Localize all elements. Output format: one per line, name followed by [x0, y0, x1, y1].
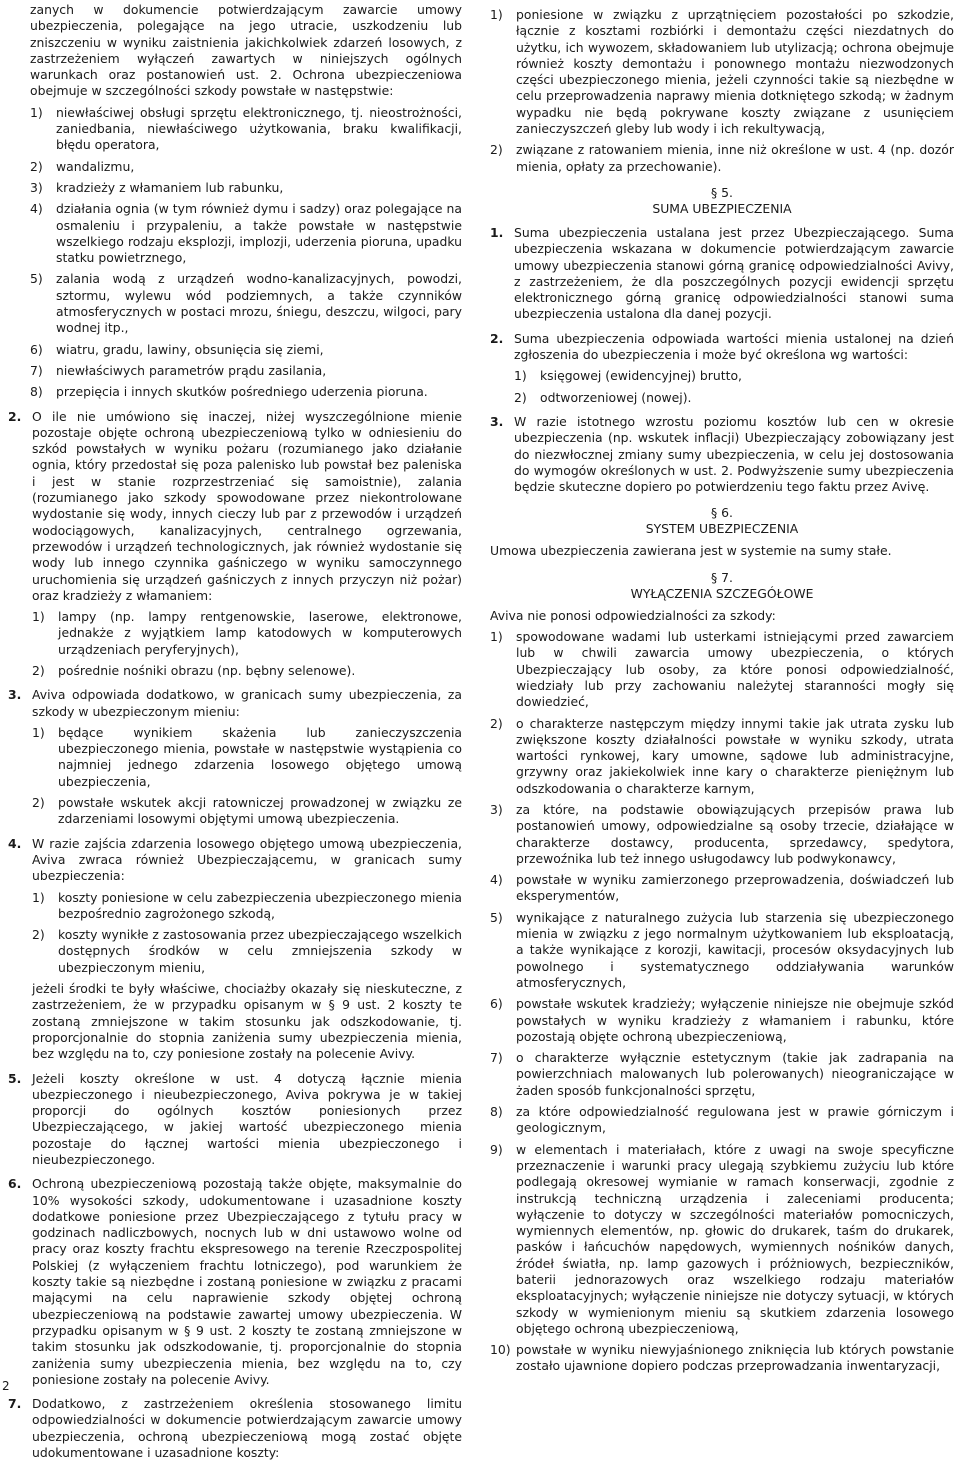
- list-item-text: powstałe wskutek akcji ratowniczej prowadzonej w związku ze zdarzeniami losowymi objętymi umową ubezpieczenia.: [58, 795, 462, 827]
- point-number: 3.: [8, 687, 22, 703]
- list-item-number: 4): [30, 201, 43, 217]
- list-item: [30, 159, 462, 175]
- point-4: [8, 836, 462, 1063]
- list-item-number: 7): [30, 362, 43, 378]
- intro-items-list: [8, 105, 462, 401]
- list-item-text: spowodowane wadami lub usterkami istniejącymi przed zawarciem lub w chwili zawarcia umowy ubezpieczenia, o których Ubezpieczający lub osoby, za które ponosi odpowiedzialność, wiedziały lub przy zachowaniu należytej staranności mogły się dowiedzieć,: [516, 629, 954, 710]
- list-item-number: 7): [490, 1050, 503, 1066]
- point-number: 6.: [8, 1176, 22, 1192]
- section-mark: § 5.: [711, 184, 733, 200]
- list-item-text: wandalizmu,: [56, 158, 135, 174]
- list-item-number: 4): [490, 872, 503, 888]
- intro-paragraph: zanych w dokumencie potwierdzającym zawarcie umowy ubezpieczenia, polegające na jego utracie, uszkodzeniu lub zniszczeniu w wyniku zaistnienia jakichkolwiek zdarzeń losowych, z zastrzeżeniem wyłączeń zawartych w niniejszych ogólnych warunkach oraz postanowień ust. 2. Ochrona ubezpieczeniowa obejmuje w szczególności szkody powstałe w następstwie:: [30, 2, 462, 99]
- point-number: 5.: [8, 1070, 22, 1086]
- list-item-number: 2): [490, 142, 503, 158]
- section-title: SUMA UBEZPIECZENIA: [652, 200, 792, 216]
- list-item-text: związane z ratowaniem mienia, inne niż określone w ust. 4 (np. dozór mienia, opłaty za przechowanie).: [516, 142, 954, 174]
- list-item: [30, 384, 462, 400]
- section-5-heading: [490, 185, 954, 217]
- list-item-number: 6): [30, 341, 43, 357]
- point-2-items: [32, 609, 462, 679]
- point-text: Aviva odpowiada dodatkowo, w granicach sumy ubezpieczenia, za szkody w ubezpieczonym mieniu:: [32, 687, 462, 719]
- point-text: W razie istotnego wzrostu poziomu kosztów lub cen w okresie ubezpieczenia (np. wskutek inflacji) Ubezpieczający zobowiązany jest do niezwłocznej zmiany sumy ubezpieczenia, w celu jej dostosowania do wymogów określonych w ust. 2. Podwyższenie sumy ubezpieczenia będzie skuteczne dopiero po potwierdzeniu tego faktu przez Avivę.: [514, 413, 954, 495]
- list-item-number: 1): [30, 104, 43, 120]
- list-item: [490, 1342, 954, 1375]
- point-number: 7.: [8, 1396, 22, 1412]
- list-item: [490, 996, 954, 1045]
- list-item-number: 1): [490, 7, 503, 22]
- list-item-text: wiatru, gradu, lawiny, obsunięcia się ziemi,: [56, 341, 324, 357]
- list-item-text: za które, na podstawie obowiązujących przepisów prawa lub postanowień umowy, odpowiedzialne są osoby trzecie, działające w charakterze dostawcy, producenta, sprzedawcy, spedytora, przewoźnika lub też innego usługodawcy lub podwykonawcy,: [516, 801, 954, 866]
- list-item-number: 5): [30, 271, 43, 287]
- list-item: [30, 105, 462, 154]
- list-item-number: 1): [32, 609, 45, 625]
- list-item: [514, 368, 954, 384]
- list-item-text: w elementach i materiałach, które z uwagi na swoje specyficzne przeznaczenie i warunki pracy ulegają szybkiemu zużyciu lub które podlegają okresowej wymianie w ramach konserwacji, zgodnie z instrukcją techniczną urządzenia i zaleceniami producenta; wyłączenie to dotyczy w szczególności materiałów pomocniczych, wymiennych elementów, np. głowic do drukarek, taśm do drukarek, pasków i łańcuchów napędowych, wymiennych nośników danych, źródeł światła, np. lamp gazowych i próżniowych, bezpieczników, baterii jednorazowych oraz wszelkiego rodzaju materiałów eksploatacyjnych; wyłączenie niniejsze nie dotyczy sytuacji, w których szkody w wymienionym mieniu są skutkiem zdarzenia losowego objętego ochroną ubezpieczeniową,: [516, 1141, 954, 1336]
- list-item-text: niewłaściwej obsługi sprzętu elektronicznego, tj. nieostrożności, zaniedbania, niewłaściwego użytkowania, braku kwalifikacji, błędu operatora,: [56, 104, 462, 153]
- point-number: 2.: [8, 408, 22, 424]
- list-item-text: wynikające z naturalnego zużycia lub starzenia się ubezpieczonego mienia w związku z jego normalnym użytkowaniem lub eksploatacją, a także wynikające z korozji, kawitacji, procesów oksydacyjnych lub powolnego i systematycznego oddziaływania warunków atmosferycznych,: [516, 909, 954, 990]
- list-item-number: 2): [30, 158, 43, 174]
- list-item-number: 1): [32, 724, 45, 740]
- list-item-text: o charakterze następczym między innymi takie jak utrata zysku lub zwiększone koszty działalności powstałe w wyniku szkody, utrata wartości rynkowej, kary umowne, sądowe lub administracyjne, grzywny oraz jakiekolwiek inne kary o charakterze pieniężnym lub odszkodowania o charakterze karnym,: [516, 715, 954, 796]
- list-item-text: niewłaściwych parametrów prądu zasilania,: [56, 362, 327, 378]
- list-item: [30, 180, 462, 196]
- left-column: [8, 2, 462, 1461]
- point-text: Jeżeli koszty określone w ust. 4 dotyczą łącznie mienia ubezpieczonego i nieubezpieczonego, Aviva pokrywa je w takiej proporcji do ogólnych kosztów poniesionych przez Ubezpieczającego, w jakiej wartość ubezpieczonego mienia pozostaje do łącznej wartości mienia ubezpieczonego i nieubezpieczonego.: [32, 1070, 462, 1167]
- list-item-text: poniesione w związku z uprzątnięciem pozostałości po szkodzie, łącznie z kosztami rozbiórki i demontażu części niezdatnych do użytku, ich wywozem, składowaniem lub utylizacją; ochrona obejmuje również koszty demontażu i ponownego montażu niezwodzonych części ubezpieczonego mienia, jeżeli czynności takie są niezbędne w celu przeprowadzenia naprawy mienia dotkniętego szkodą; w żadnym wypadku nie będą pokrywane koszty związane z usunięciem zanieczyszczeń gleby lub wody i ich rekultywacją,: [516, 7, 954, 137]
- list-item: [490, 1104, 954, 1137]
- section-mark: § 6.: [711, 505, 733, 521]
- list-item-number: 1): [490, 629, 503, 645]
- list-item: [490, 142, 954, 175]
- s5-point-3: [490, 414, 954, 495]
- point-continuation: jeżeli środki te były właściwe, chociażby okazały się nieskuteczne, z zastrzeżeniem, że w przypadku opisanym w § 9 ust. 2 koszty te zostaną zmniejszone w takim stosunku jak odszkodowanie, tj. proporcjonalnie do stopnia zaniżenia sumy ubezpieczenia mienia, bez względu na to, czy poniesione zostały na polecenie Avivy.: [32, 981, 462, 1062]
- list-item-text: przepięcia i innych skutków pośredniego uderzenia pioruna.: [56, 384, 428, 400]
- point-text: Suma ubezpieczenia odpowiada wartości mienia ustalonej na dzień zgłoszenia do ubezpieczenia i może być określona wg wartości:: [514, 330, 954, 363]
- list-item-text: powstałe wskutek kradzieży; wyłączenie niniejsze nie obejmuje szkód powstałych w wyniku kradzieży z włamaniem i rabunku, które pozostają objęte ochroną ubezpieczeniową,: [516, 996, 954, 1044]
- list-item-number: 1): [32, 889, 45, 905]
- point-text: Ochroną ubezpieczeniową pozostają także objęte, maksymalnie do 10% wysokości szkody, udokumentowane i uzasadnione koszty dodatkowe poniesione przez Ubezpieczającego z tytułu pracy w godzinach nadliczbowych, nocnych lub w dni ustawowo wolne od pracy oraz koszty frachtu ekspresowego na terenie Rzeczpospolitej Polskiej (z wyłączeniem frachtu lotniczego), pod warunkiem że koszty takie są niezbędne i zostaną poniesione w związku z pracami mającymi na celu naprawienie szkody objętej ochroną ubezpieczeniową na podstawie zawartej umowy ubezpieczenia. W przypadku opisanym w § 9 ust. 2 koszty te zostaną zmniejszone w takim stosunku jak odszkodowanie, tj. proporcjonalnie do stopnia zaniżenia sumy ubezpieczenia mienia, bez względu na to, czy poniesione zostały na polecenie Avivy.: [32, 1176, 462, 1387]
- list-item-number: 1): [514, 368, 527, 384]
- point-number: 1.: [490, 224, 504, 240]
- list-item-number: 8): [490, 1104, 503, 1120]
- s5-point-2-items: [514, 368, 954, 406]
- list-item: [490, 716, 954, 797]
- list-item: [30, 201, 462, 266]
- list-item-text: koszty wynikłe z zastosowania przez ubezpieczającego wszelkich dostępnych środków w celu zmniejszenia szkody w ubezpieczonym mieniu,: [58, 927, 462, 975]
- list-item: [32, 663, 462, 679]
- list-item-text: odtworzeniowej (nowej).: [540, 389, 692, 405]
- list-item-text: lampy (np. lampy rentgenowskie, laserowe, elektronowe, jednakże z wyjątkiem lamp katodowych w komputerowych urządzeniach peryferyjnych),: [58, 609, 462, 657]
- list-item-text: będące wynikiem skażenia lub zanieczyszczenia ubezpieczonego mienia, powstałe w następstwie wystąpienia co najmniej jednego zdarzenia losowego objętego umową ubezpieczenia,: [58, 724, 462, 789]
- list-item: [30, 342, 462, 358]
- list-item: [490, 1050, 954, 1099]
- list-item: [490, 910, 954, 991]
- point-number: 2.: [490, 330, 504, 346]
- list-item-number: 2): [32, 927, 45, 943]
- list-item: [30, 363, 462, 379]
- point-text: Suma ubezpieczenia ustalana jest przez Ubezpieczającego. Suma ubezpieczenia wskazana w dokumencie potwierdzającym zawarcie umowy ubezpieczenia stanowi górną granicę odpowiedzialności Avivy, z zastrzeżeniem, że dla poszczególnych pozycji ewidencji sprzętu elektronicznego górną granicę odpowiedzialności stanowi suma ubezpieczenia ustalona dla danej pozycji.: [514, 224, 954, 322]
- list-item: [490, 802, 954, 867]
- page-number: 2: [2, 1379, 10, 1393]
- list-item-text: pośrednie nośniki obrazu (np. bębny selenowe).: [58, 662, 356, 678]
- section-title: WYŁĄCZENIA SZCZEGÓŁOWE: [630, 585, 814, 601]
- point-5: [8, 1071, 462, 1169]
- list-item-number: 5): [490, 909, 503, 925]
- s5-point-1: [490, 225, 954, 323]
- list-item: [32, 795, 462, 828]
- list-item-number: 8): [30, 384, 43, 400]
- costs-items-list: [490, 7, 954, 175]
- list-item: [30, 271, 462, 336]
- point-7: [8, 1396, 462, 1461]
- point-number: 4.: [8, 835, 22, 851]
- list-item: [32, 927, 462, 976]
- point-number: 3.: [490, 413, 504, 429]
- list-item-text: koszty poniesione w celu zabezpieczenia ubezpieczonego mienia bezpośrednio zagrożonego szkodą,: [58, 889, 462, 921]
- list-item: [490, 872, 954, 905]
- right-column: [490, 2, 954, 1375]
- list-item-text: za które odpowiedzialność regulowana jest w prawie górniczym i geologicznym,: [516, 1104, 954, 1136]
- list-item: [32, 725, 462, 790]
- list-item-text: księgowej (ewidencyjnej) brutto,: [540, 368, 742, 384]
- list-item-text: o charakterze wyłącznie estetycznym (takie jak zadrapania na powierzchniach malowanych lub polerowanych) nieograniczające w żaden sposób funkcjonalności sprzętu,: [516, 1050, 954, 1098]
- list-item-number: 9): [490, 1141, 503, 1157]
- list-item-number: 6): [490, 996, 503, 1012]
- point-3-items: [32, 725, 462, 828]
- list-item-number: 3): [30, 179, 43, 195]
- list-item: [32, 890, 462, 923]
- list-item: [514, 390, 954, 406]
- section-7-lead: Aviva nie ponosi odpowiedzialności za szkody:: [490, 607, 776, 623]
- point-text: W razie zajścia zdarzenia losowego objętego umową ubezpieczenia, Aviva zwraca również Ubezpieczającemu, w granicach sumy ubezpieczenia:: [32, 835, 462, 884]
- list-item: [490, 629, 954, 710]
- section-6-heading: [490, 505, 954, 537]
- list-item: [490, 1142, 954, 1338]
- exclusions-list: [490, 629, 954, 1375]
- list-item-text: kradzieży z włamaniem lub rabunku,: [56, 179, 284, 195]
- point-3: [8, 687, 462, 827]
- point-text: O ile nie umówiono się inaczej, niżej wyszczególnione mienie pozostaje objęte ochroną ubezpieczeniową tylko w odniesieniu do szkód powstałych w wyniku pożaru (rozumianego jako działanie ognia, który przedostał się poza palenisko lub powstał bez paleniska i jest w stanie rozprzestrzeniać się samoistnie), zalania (rozumianego jako szkody spowodowane przez niekontrolowane wydostanie się wody, innych cieczy lub par z przewodów i urządzeń wodociągowych, kanalizacyjnych, centralnego ogrzewania, przewodów i urządzeń technologicznych, jak również wydostanie się wody lub innego czynnika gaśniczego w wyniku samoczynnego uruchomienia się urządzeń gaśniczych z innych przyczyn niż pożar) oraz kradzieży z włamaniem:: [32, 408, 462, 603]
- point-2: [8, 409, 462, 680]
- list-item-number: 2): [514, 389, 527, 405]
- list-item-number: 2): [32, 795, 45, 811]
- point-text: Dodatkowo, z zastrzeżeniem określenia stosowanego limitu odpowiedzialności w dokumencie potwierdzającym zawarcie umowy ubezpieczenia, ochroną ubezpieczeniową mogą zostać objęte udokumentowane i uzasadnione koszty:: [32, 1396, 462, 1461]
- section-title: SYSTEM UBEZPIECZENIA: [645, 521, 799, 537]
- section-7-heading: [490, 570, 954, 602]
- list-item-number: 2): [490, 715, 503, 731]
- list-item-text: zalania wodą z urządzeń wodno-kanalizacyjnych, powodzi, sztormu, wylewu wód podziemnych, a także czynników atmosferycznych w postaci mrozu, śniegu, deszczu, wilgoci, pary wodnej itp.,: [56, 271, 462, 336]
- list-item-number: 2): [32, 662, 45, 678]
- list-item-text: powstałe w wyniku niewyjaśnionego zniknięcia lub których powstanie zostało ujawnione dopiero podczas przeprowadzania inwentaryzacji,: [516, 1342, 954, 1374]
- list-item-number: 3): [490, 801, 503, 817]
- point-4-items: [32, 890, 462, 976]
- section-6-text: Umowa ubezpieczenia zawierana jest w systemie na sumy stałe.: [490, 543, 892, 559]
- point-6: [8, 1176, 462, 1388]
- list-item-text: działania ognia (w tym również dymu i sadzy) oraz polegające na osmaleniu i przypaleniu, a także powstałe w następstwie wszelkiego rodzaju eksplozji, implozji, uderzenia pioruna, upadku statku powietrznego,: [56, 201, 462, 266]
- list-item: [490, 7, 954, 137]
- list-item: [32, 609, 462, 658]
- list-item-number: 10): [490, 1342, 511, 1358]
- list-item-text: powstałe w wyniku zamierzonego przeprowadzenia, doświadczeń lub eksperymentów,: [516, 872, 954, 904]
- section-mark: § 7.: [711, 569, 733, 585]
- s5-point-2: [490, 331, 954, 406]
